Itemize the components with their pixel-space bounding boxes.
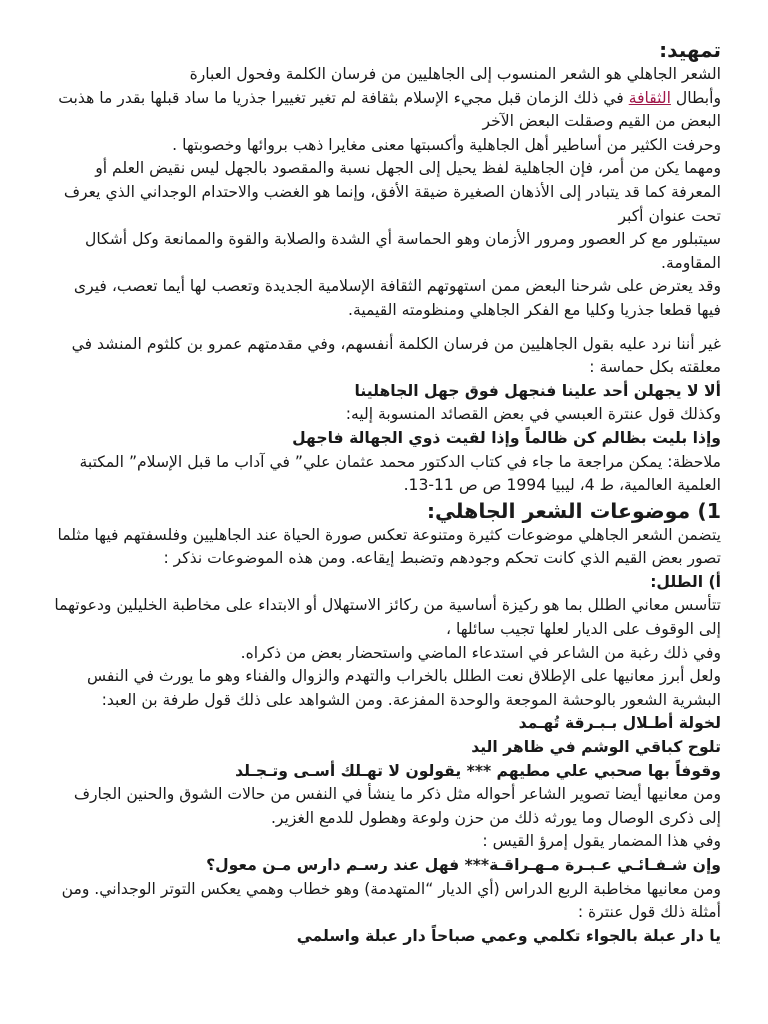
intro-heading: تمهيد: [659,38,721,62]
paragraph-response: غير أننا نرد عليه بقول الجاهليين من فرسان الكلمة أنفسهم، وفي مقدمتهم عمرو بن كلثوم المنشد في معلقته بكل حماسة : [71,334,721,377]
document-body [50,38,721,948]
paragraph-myths: وحرفت الكثير من أساطير أهل الجاهلية وأكسبتها معنى مغايرا ذهب بروائها وخصوبتها . [172,135,721,154]
subsection-heading-ruins: أ) الطلل: [650,572,721,591]
verse-antara-2: يا دار عبلة بالجواء تكلمي وعمي صباحاً دار عبلة واسلمي [296,926,721,945]
verse-amr-ibn-kulthum: ألا لا يجهلن أحد علينا فنجهل فوق جهل الجاهلينا [354,381,721,400]
paragraph-objection: وقد يعترض على شرحنا البعض ممن استهوتهم الثقافة الإسلامية الجديدة وتعصب لها أيما تعصب، فيرى فيها قطعا جذريا وكليا مع الفكر الجاهلي ومنظومته القيمية. [73,277,721,319]
paragraph-desolation: ولعل أبرز معانيها على الإطلاق نعت الطلل بالخراب والتهدم والزوال والفناء وهو ما يورث في النفس البشرية الشعور بالوحشة الموجعة والوحدة المفزعة. ومن الشواهد على ذلك قول طرفة بن العبد: [86,667,721,709]
culture-link[interactable]: الثقافة [628,88,671,107]
paragraph-longing: ومن معانيها أيضا تصوير الشاعر أحواله مثل ذكر ما ينشأ في النفس من حالات الشوق والحنين الجارف إلى ذكرى الوصال وما يورثه ذلك من حزن ولوعة وهطول للدمع الغزير. [73,785,721,827]
verse-tarafa-2: تلوح كباقي الوشم في ظاهر اليد [471,738,721,757]
paragraph-antara-intro: وكذلك قول عنترة العبسي في بعض القصائد المنسوبة إليه: [345,405,721,424]
paragraph-themes-intro: يتضمن الشعر الجاهلي موضوعات كثيرة ومتنوعة تعكس صورة الحياة عند الجاهليين وفلسفتهم فيها مثلما تصور بعض القيم الذي كانت تحكم وجودهم وتضبط إيقاعه. ومن هذه الموضوعات نذكر : [57,525,721,568]
reference-note: ملاحظة: يمكن مراجعة ما جاء في كتاب الدكتور محمد عثمان علي” في آداب ما قبل الإسلام” المكتبة العلمية العالمية، ط 4، ليبيا 1994 ص ص 11-13. [79,452,721,495]
section-heading-themes: 1) موضوعات الشعر الجاهلي: [426,498,721,523]
paragraph-culture [50,87,721,134]
verse-tarafa-3: وقوفاً بها صحبي علي مطيهم *** يقولون لا تهـلك أسـى وتـجـلد [235,761,721,780]
paragraph-addressing-ruins: ومن معانيها مخاطبة الربع الدراس (أي الديار “المتهدمة) وهو خطاب وهمي يعكس التوتر الوجداني. ومن أمثلة ذلك قول عنترة : [61,879,721,922]
paragraph-ignorance-meaning: ومهما يكن من أمر، فإن الجاهلية لفظ يحيل إلى الجهل نسبة والمقصود بالجهل ليس نقيض العلم أو المعرفة كما قد يتبادر إلى الأذهان الصغيرة ضيقة الأفق، وإنما هو الغضب والاحتدام الوجداني الذي يعرف تحت عنوان أكبر [63,159,721,225]
paragraph-spacer [50,323,721,333]
paragraph-culture-end: في ذلك الزمان قبل مجيء الإسلام بثقافة لم تغير تغييرا جذريا ما ساد قبلها بقدر ما هذبت البعض من القيم وصقلت البعض الآخر [58,88,721,131]
paragraph-culture-start: وأبطال [670,88,721,107]
paragraph-ruins-meaning: تتأسس معاني الطلل بما هو ركيزة أساسية من ركائز الاستهلال أو الابتداء على مخاطبة الخليلين ودعوتهما إلى الوقوف على الديار لعلها تجيب سائلها ، [54,596,721,639]
paragraph-enthusiasm: سيتبلور مع كر العصور ومرور الأزمان وهو الحماسة أي الشدة والصلابة والقوة والممانعة وكل أشكال المقاومة. [85,230,721,272]
paragraph-definition: الشعر الجاهلي هو الشعر المنسوب إلى الجاهليين من فرسان الكلمة وفحول العبارة [189,65,721,83]
verse-antara-1: وإذا بليت بظالم كن ظالماً وإذا لقيت ذوي الجهالة فاجهل [292,428,721,447]
verse-tarafa-1: لخولة أطـلال بـبـرقة تُهـمد [518,714,721,733]
verse-imru-al-qais: وإن شـفـائـي عـبـرة مـهـراقـة*** فهل عند رسـم دارس مـن معول؟ [206,856,721,874]
paragraph-imru-intro: وفي هذا المضمار يقول إمرؤ القيس : [482,832,721,851]
paragraph-past-recall: وفي ذلك رغبة من الشاعر في استدعاء الماضي واستحضار بعض من ذكراه. [240,643,721,662]
